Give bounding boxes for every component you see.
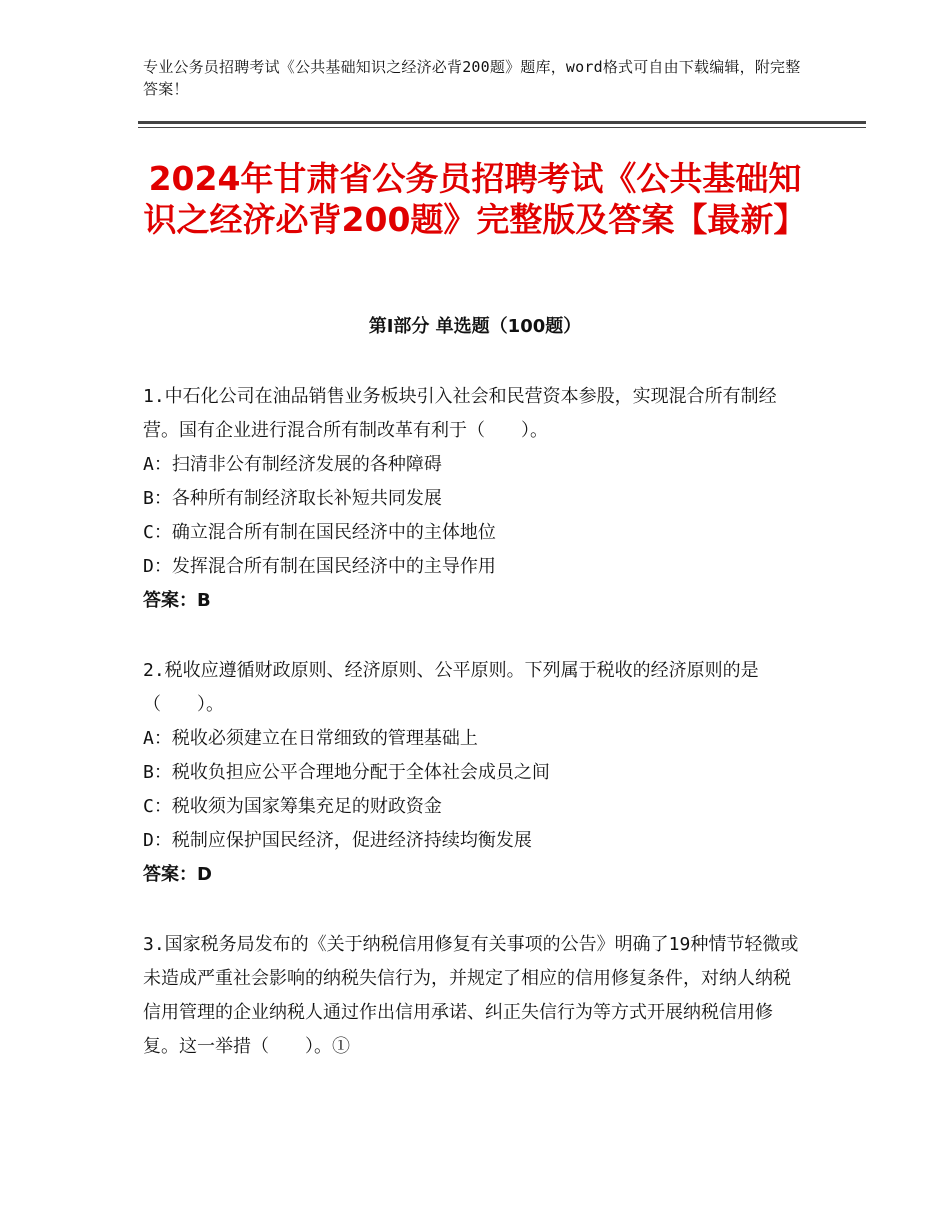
section-title: 第Ⅰ部分 单选题（100题） [368,316,582,337]
option-a: A：税收必须建立在日常细致的管理基础上 [143,728,478,749]
question-3 [143,928,803,1064]
option-c: C：确立混合所有制在国民经济中的主体地位 [143,522,496,543]
header-rule-thin [138,127,866,128]
answer: 答案：D [143,864,212,885]
question-1 [143,380,803,618]
question-stem: 3.国家税务局发布的《关于纳税信用修复有关事项的公告》明确了19种情节轻微或未造成严重社会影响的纳税失信行为，并规定了相应的信用修复条件，对纳人纳税信用管理的企业纳税人通过作出信用承诺、纠正失信行为等方式开展纳税信用修复。这一举措（ ）。① [143,934,799,1057]
header-rule-thick [138,121,866,124]
option-a: A：扫清非公有制经济发展的各种障碍 [143,454,442,475]
header-note: 专业公务员招聘考试《公共基础知识之经济必背200题》题库，word格式可自由下载编辑，附完整答案！ [143,58,801,98]
option-d: D：发挥混合所有制在国民经济中的主导作用 [143,556,496,577]
question-stem: 2.税收应遵循财政原则、经济原则、公平原则。下列属于税收的经济原则的是（ ）。 [143,660,759,715]
option-b: B：各种所有制经济取长补短共同发展 [143,488,442,509]
question-2 [143,654,803,892]
answer: 答案：B [143,590,211,611]
option-b: B：税收负担应公平合理地分配于全体社会成员之间 [143,762,550,783]
option-c: C：税收须为国家筹集充足的财政资金 [143,796,442,817]
option-d: D：税制应保护国民经济，促进经济持续均衡发展 [143,830,532,851]
document-title: 2024年甘肃省公务员招聘考试《公共基础知识之经济必背200题》完整版及答案【最新】 [143,159,807,239]
question-stem: 1.中石化公司在油品销售业务板块引入社会和民营资本参股，实现混合所有制经营。国有企业进行混合所有制改革有利于（ ）。 [143,386,777,441]
